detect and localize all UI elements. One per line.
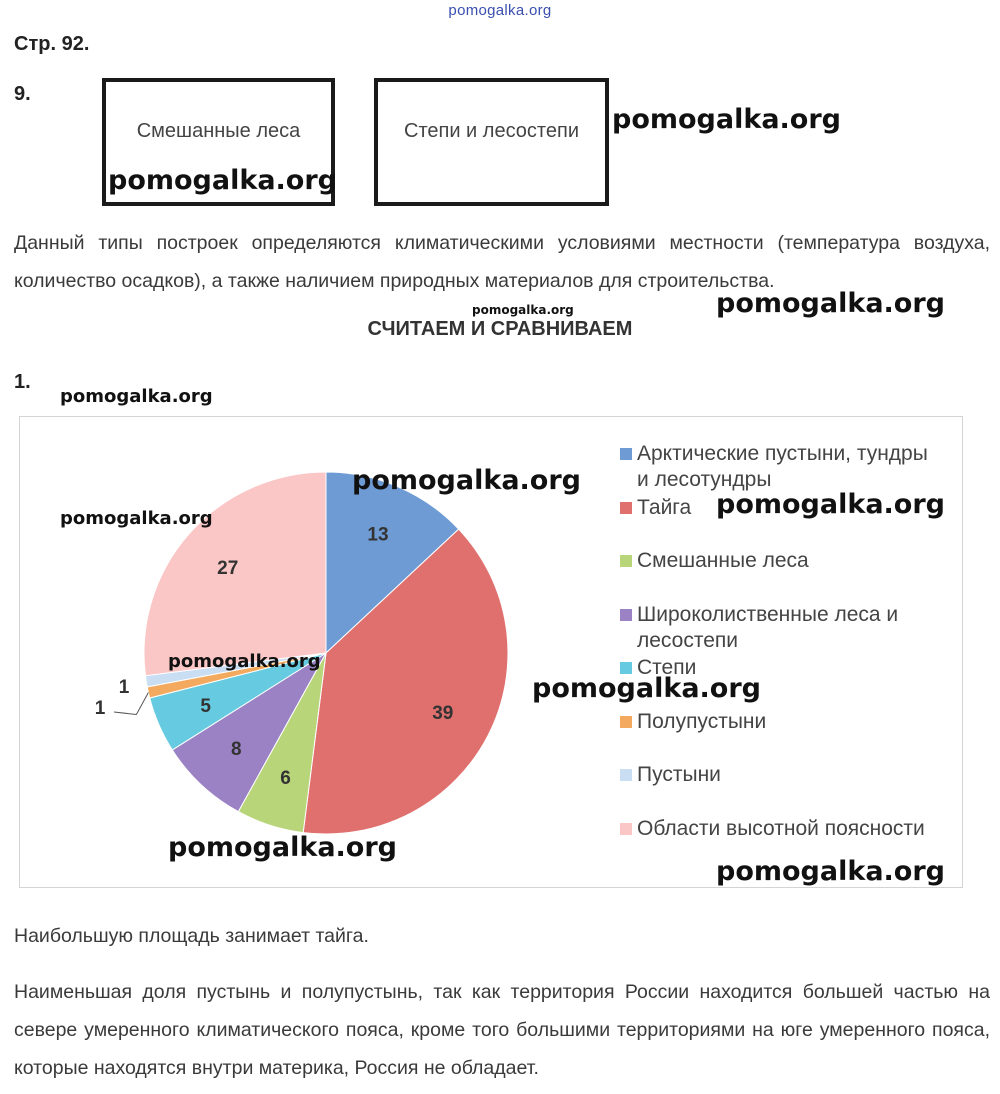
watermark: pomogalka.org xyxy=(716,856,945,887)
task-1-answer-largest: Наибольшую площадь занимает тайга. xyxy=(14,925,369,947)
watermark: pomogalka.org xyxy=(716,288,945,319)
legend-swatch-mixed-forests xyxy=(620,555,632,567)
watermark: pomogalka.org xyxy=(612,104,841,135)
legend-label-line: Пустыни xyxy=(637,763,721,786)
answer-box-label: Степи и лесостепи xyxy=(404,120,579,142)
legend-label-highland xyxy=(637,816,967,842)
watermark: pomogalka.org xyxy=(60,508,213,529)
legend-label-line: Области высотной поясности xyxy=(637,816,925,840)
data-label-broadleaf: 8 xyxy=(231,739,242,760)
task-1-answer-explanation: Наименьшая доля пустынь и полупустынь, так как территория России находится большей частью на севере умеренного климатического пояса, кроме того большими территориями на юге умеренного пояса, которые находятся внутри материка, Россия не обладает. xyxy=(14,981,990,1079)
data-label-semi-deserts: 1 xyxy=(94,698,106,719)
legend-swatch-arctic xyxy=(620,448,632,460)
section-heading: СЧИТАЕМ И СРАВНИВАЕМ xyxy=(367,318,633,340)
watermark: pomogalka.org xyxy=(716,489,945,520)
legend-label-line: Степи xyxy=(637,656,697,679)
legend-swatch-deserts xyxy=(620,769,632,781)
data-label-deserts: 1 xyxy=(118,677,130,698)
page-reference: Стр. 92. xyxy=(14,33,90,55)
watermark: pomogalka.org xyxy=(60,386,213,407)
legend-label-semi-deserts xyxy=(637,709,967,735)
watermark: pomogalka.org xyxy=(168,651,321,672)
data-label-highland: 27 xyxy=(217,557,239,579)
data-label-arctic: 13 xyxy=(367,524,389,546)
legend-label-line: лесостепи xyxy=(637,628,739,652)
data-label-taiga: 39 xyxy=(432,703,454,725)
data-label-mixed-forests: 6 xyxy=(280,767,291,789)
legend-label-line: и лесотундры xyxy=(637,468,772,491)
legend-swatch-broadleaf xyxy=(620,609,632,621)
watermark: pomogalka.org xyxy=(472,303,574,317)
legend-label-mixed-forests xyxy=(637,548,967,574)
legend-swatch-semi-deserts xyxy=(620,716,632,728)
legend-label-line: Широколиственные леса и xyxy=(637,602,899,626)
legend-label-arctic xyxy=(637,441,967,493)
legend-label-deserts xyxy=(637,762,967,788)
legend-swatch-taiga xyxy=(620,502,632,514)
answer-box-label: Смешанные леса xyxy=(136,120,301,142)
watermark: pomogalka.org xyxy=(108,165,337,196)
legend-label-line: Полупустыни xyxy=(637,709,767,733)
task-9-number: 9. xyxy=(14,83,31,105)
legend-label-line: Арктические пустыни, тундры xyxy=(637,442,928,465)
legend-label-broadleaf xyxy=(637,602,967,654)
legend-swatch-highland xyxy=(620,823,632,835)
legend-label-line: Смешанные леса xyxy=(637,549,809,572)
site-watermark-top: pomogalka.org xyxy=(448,2,552,19)
watermark: pomogalka.org xyxy=(168,832,397,863)
watermark: pomogalka.org xyxy=(532,673,761,704)
task-9-paragraph: Данный типы построек определяются климатическими условиями местности (температура воздуха, количество осадков), а также наличием природных материалов для строительства. xyxy=(14,232,990,292)
legend-label-line: Тайга xyxy=(637,495,692,519)
task-1-number: 1. xyxy=(14,371,31,393)
data-label-steppes: 5 xyxy=(200,695,211,717)
watermark: pomogalka.org xyxy=(352,465,581,496)
